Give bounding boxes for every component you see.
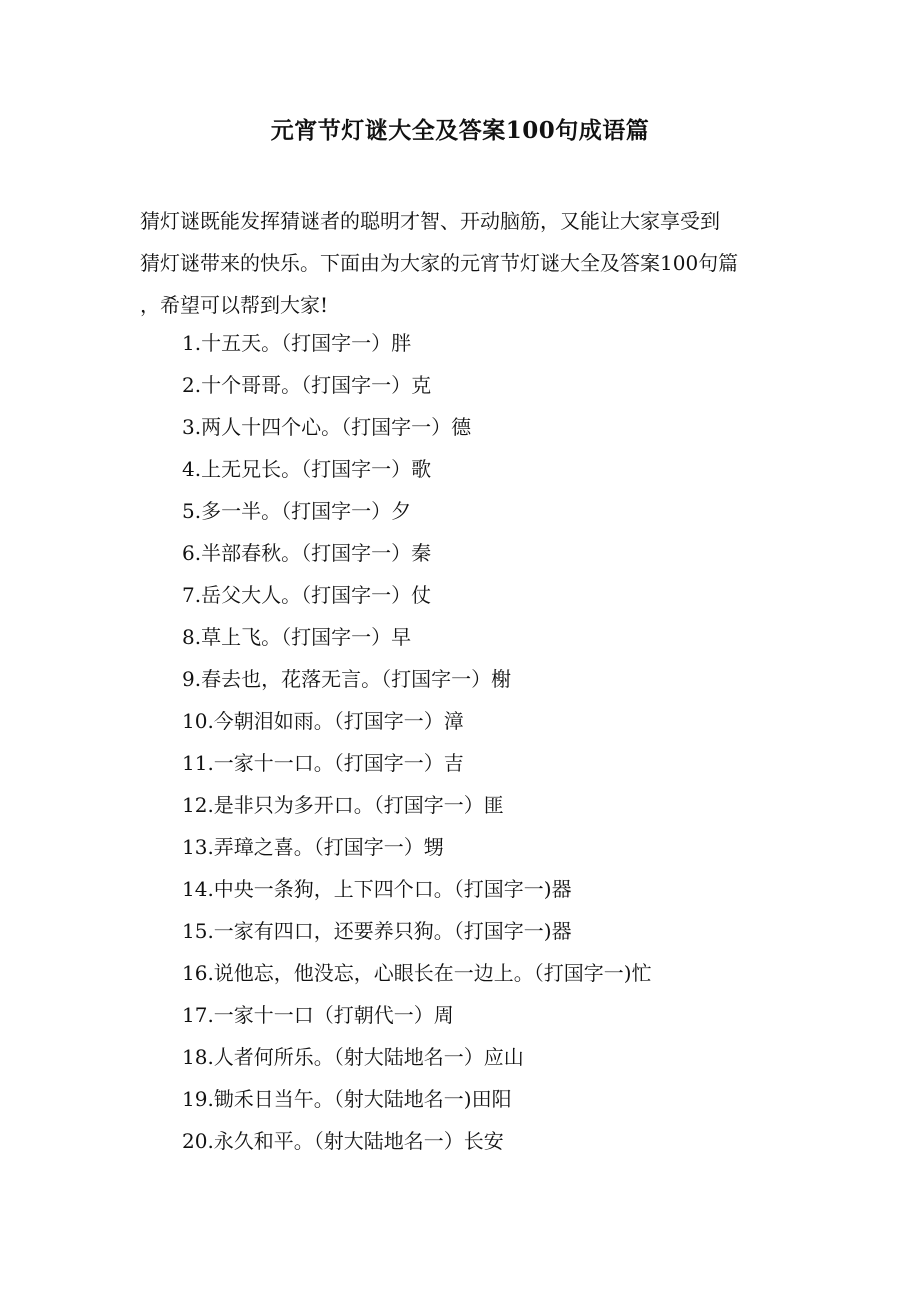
riddle-item: 17.一家十一口（打朝代一）周 <box>182 1003 454 1027</box>
riddle-item: 2.十个哥哥。（打国字一）克 <box>182 373 432 397</box>
riddle-item: 10.今朝泪如雨。（打国字一）漳 <box>182 709 464 733</box>
riddle-item: 11.一家十一口。（打国字一）吉 <box>182 751 464 775</box>
riddle-item: 7.岳父大人。（打国字一）仗 <box>182 583 432 607</box>
riddle-item: 5.多一半。（打国字一）夕 <box>182 499 412 523</box>
intro-line: ，希望可以帮到大家! <box>140 293 329 317</box>
riddle-item: 4.上无兄长。（打国字一）歌 <box>182 457 432 481</box>
intro-line: 猜灯谜既能发挥猜谜者的聪明才智、开动脑筋，又能让大家享受到 <box>140 209 720 233</box>
riddle-item: 6.半部春秋。（打国字一）秦 <box>182 541 432 565</box>
riddle-list <box>182 322 802 1162</box>
riddle-item: 18.人者何所乐。（射大陆地名一）应山 <box>182 1045 524 1069</box>
riddle-item: 3.两人十四个心。（打国字一）德 <box>182 415 472 439</box>
riddle-item: 16.说他忘，他没忘，心眼长在一边上。（打国字一)忙 <box>182 961 652 985</box>
riddle-item: 9.春去也，花落无言。（打国字一）榭 <box>182 667 512 691</box>
riddle-item: 14.中央一条狗，上下四个口。（打国字一)器 <box>182 877 572 901</box>
intro-paragraph <box>140 200 790 326</box>
riddle-item: 13.弄璋之喜。（打国字一）甥 <box>182 835 444 859</box>
riddle-item: 15.一家有四口，还要养只狗。（打国字一)器 <box>182 919 572 943</box>
document-title: 元宵节灯谜大全及答案100句成语篇 <box>270 117 650 144</box>
intro-line: 猜灯谜带来的快乐。下面由为大家的元宵节灯谜大全及答案100句篇 <box>140 251 739 275</box>
riddle-item: 12.是非只为多开口。（打国字一）匪 <box>182 793 504 817</box>
riddle-item: 8.草上飞。（打国字一）早 <box>182 625 412 649</box>
riddle-item: 20.永久和平。（射大陆地名一）长安 <box>182 1129 504 1153</box>
riddle-item: 1.十五天。（打国字一）胖 <box>182 331 412 355</box>
riddle-item: 19.锄禾日当午。（射大陆地名一)田阳 <box>182 1087 512 1111</box>
